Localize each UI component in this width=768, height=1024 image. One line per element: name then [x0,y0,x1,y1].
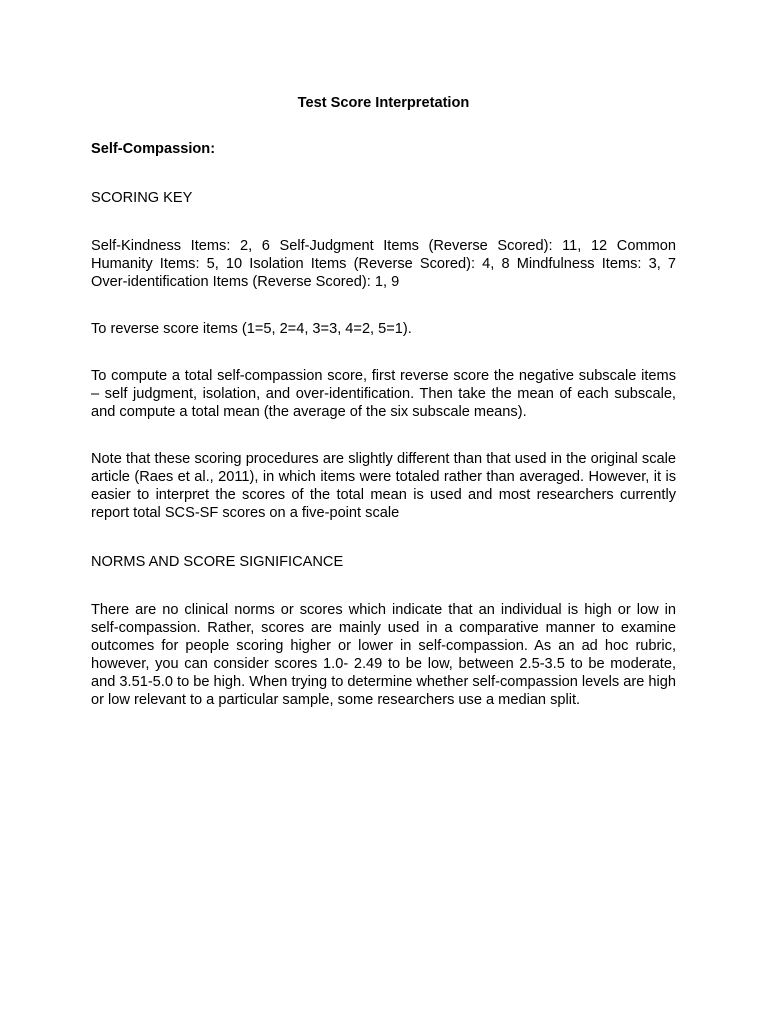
document-title: Test Score Interpretation [297,95,470,111]
section-title: Self-Compassion: [91,141,216,157]
compute-score-paragraph: To compute a total self-compassion score, first reverse score the negative subscale items – self judgment, isolation, and over-identification. Then take the mean of each subscale, and compute a total mean (the average of the six subscale means). [91,368,676,420]
norms-heading: NORMS AND SCORE SIGNIFICANCE [91,554,344,570]
norms-paragraph: There are no clinical norms or scores which indicate that an individual is high or low in self-compassion. Rather, scores are mainly used in a comparative manner to examine outcomes for people scoring higher or lower in self-compassion. As an ad hoc rubric, however, you can consider scores 1.0- 2.49 to be low, between 2.5-3.5 to be moderate, and 3.51-5.0 to be high. When trying to determine whether self-compassion levels are high or low relevant to a particular sample, some researchers use a median split. [91,602,676,708]
reverse-score-paragraph: To reverse score items (1=5, 2=4, 3=3, 4=2, 5=1). [91,321,412,337]
scoring-key-paragraph: Self-Kindness Items: 2, 6 Self-Judgment Items (Reverse Scored): 11, 12 Common Humanity Items: 5, 10 Isolation Items (Reverse Scored): 4, 8 Mindfulness Items: 3, 7 Over-identification Items (Reverse Scored): 1, 9 [91,238,676,290]
note-paragraph: Note that these scoring procedures are slightly different than that used in the original scale article (Raes et al., 2011), in which items were totaled rather than averaged. However, it is easier to interpret the scores of the total mean is used and most researchers currently report total SCS-SF scores on a five-point scale [91,451,676,521]
scoring-key-heading: SCORING KEY [91,190,193,206]
